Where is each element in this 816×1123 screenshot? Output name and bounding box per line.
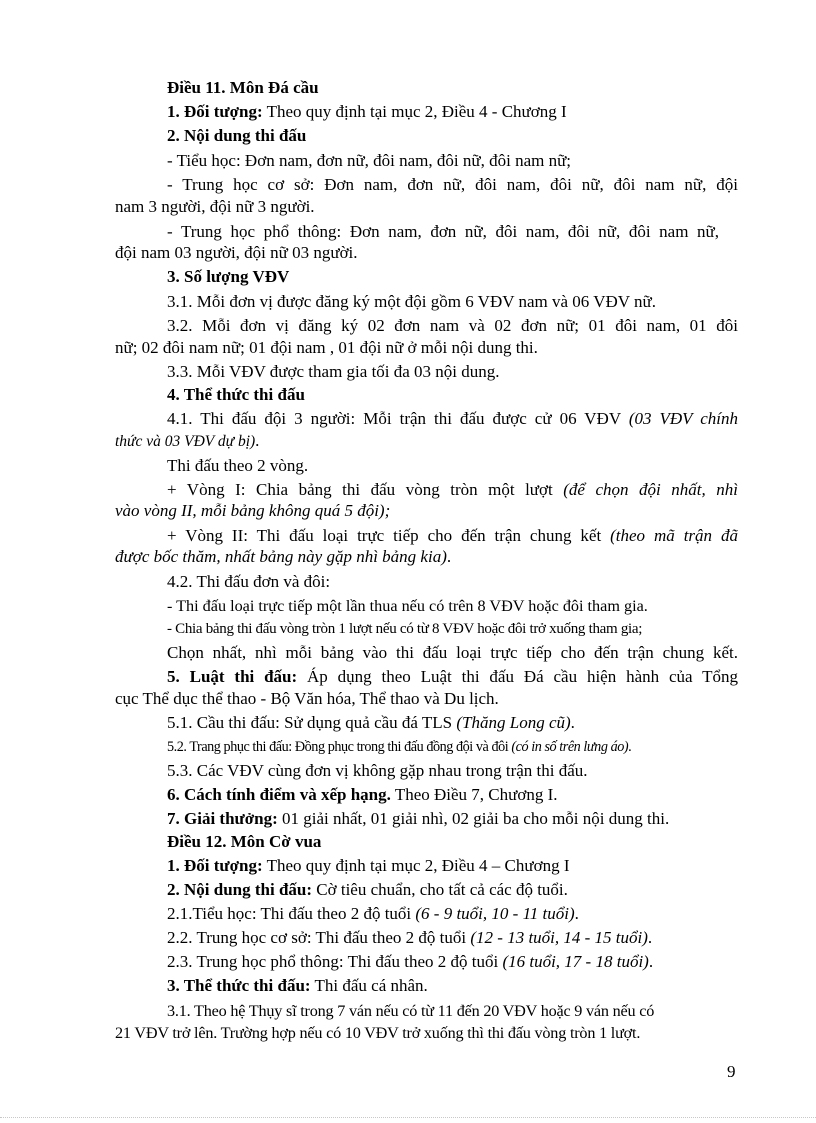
section-label: 2. Nội dung thi đấu: — [167, 880, 313, 899]
paragraph — [167, 736, 631, 758]
article-11-section-1 — [167, 101, 567, 123]
section-text: Cờ tiêu chuẩn, cho tất cả các độ tuổi. — [312, 880, 568, 899]
text-run: . — [255, 431, 260, 450]
text-run: + Vòng I: Chia bảng thi đấu vòng tròn một lượt — [167, 480, 564, 499]
paragraph: 3.3. Mỗi VĐV được tham gia tối đa 03 nội dung. — [167, 362, 500, 381]
paragraph — [167, 951, 653, 973]
text-run: . — [647, 928, 653, 947]
italic-note: (để chọn đội nhất, nhì — [563, 480, 738, 499]
article-11-section-3-heading: 3. Số lượng VĐV — [167, 267, 290, 286]
section-label: 3. Thể thức thi đấu: — [167, 976, 311, 995]
section-label: 6. Cách tính điểm và xếp hạng. — [167, 785, 391, 804]
article-11-section-7 — [167, 808, 669, 830]
paragraph: - Chia bảng thi đấu vòng tròn 1 lượt nếu có từ 8 VĐV hoặc đôi trở xuống tham gia; — [167, 621, 643, 637]
section-label: 5. Luật thi đấu: — [167, 667, 298, 686]
article-11-section-6 — [167, 784, 558, 806]
page-number: 9 — [727, 1062, 736, 1081]
section-text: Theo quy định tại mục 2, Điều 4 – Chương I — [262, 856, 570, 875]
section-text: 01 giải nhất, 01 giải nhì, 02 giải ba cho mỗi nội dung thi. — [277, 809, 670, 828]
text-run: 2.1.Tiểu học: Thi đấu theo 2 độ tuổi — [167, 904, 416, 923]
italic-note: (12 - 13 tuổi, 14 - 15 tuổi) — [470, 928, 648, 947]
text-run: 5.2. Trang phục thi đấu: Đồng phục trong thi đấu đồng đội và đôi — [167, 739, 512, 755]
text-run: + Vòng II: Thi đấu loại trực tiếp cho đến trận chung kết — [167, 526, 611, 545]
text-run: . — [446, 547, 452, 566]
paragraph-continuation: đội nam 03 người, đội nữ 03 người. — [115, 243, 358, 262]
paragraph-continuation: nam 3 người, đội nữ 3 người. — [115, 197, 315, 216]
paragraph — [167, 479, 738, 501]
paragraph — [167, 927, 652, 949]
text-run: 5.1. Cầu thi đấu: Sử dụng quả cầu đá TLS — [167, 713, 457, 732]
italic-note: (có in số trên lưng áo) — [511, 739, 629, 755]
paragraph: 3.1. Theo hệ Thụy sĩ trong 7 ván nếu có từ 11 đến 20 VĐV hoặc 9 ván nếu có — [167, 1002, 655, 1020]
italic-note: (Thăng Long cũ) — [456, 713, 571, 732]
paragraph-continuation — [115, 430, 259, 453]
italic-note: vào vòng II, mỗi bảng không quá 5 đội); — [115, 501, 391, 520]
text-run: . — [570, 713, 575, 732]
article-11-section-5 — [167, 666, 738, 688]
paragraph: - Trung học phổ thông: Đơn nam, đơn nữ, đôi nam, đôi nữ, đôi nam nữ, — [167, 222, 719, 241]
text-run: . — [574, 904, 579, 923]
section-label: 1. Đối tượng: — [167, 102, 263, 121]
italic-note: (16 tuổi, 17 - 18 tuổi) — [502, 952, 649, 971]
paragraph — [167, 903, 579, 925]
paragraph — [167, 712, 575, 734]
paragraph: - Trung học cơ sở: Đơn nam, đơn nữ, đôi nam, đôi nữ, đôi nam nữ, đội — [167, 175, 738, 194]
paragraph: Chọn nhất, nhì mỗi bảng vào thi đấu loại trực tiếp cho đến trận chung kết. — [167, 643, 738, 662]
section-text: Theo quy định tại mục 2, Điều 4 - Chương I — [262, 102, 567, 121]
section-label: 7. Giải thưởng: — [167, 809, 278, 828]
italic-note: (theo mã trận đã — [610, 526, 738, 545]
text-run: 2.2. Trung học cơ sở: Thi đấu theo 2 độ tuổi — [167, 928, 471, 947]
italic-note: (6 - 9 tuổi, 10 - 11 tuổi) — [415, 904, 575, 923]
section-text: Thi đấu cá nhân. — [310, 976, 428, 995]
paragraph: - Tiểu học: Đơn nam, đơn nữ, đôi nam, đôi nữ, đôi nam nữ; — [167, 151, 572, 170]
text-run: 2.3. Trung học phổ thông: Thi đấu theo 2 độ tuổi — [167, 952, 503, 971]
page-bottom-divider — [0, 1117, 816, 1118]
paragraph: 3.2. Mỗi đơn vị đăng ký 02 đơn nam và 02 đơn nữ; 01 đôi nam, 01 đôi — [167, 316, 738, 335]
section-text: Theo Điều 7, Chương I. — [390, 785, 558, 804]
italic-note: được bốc thăm, nhất bảng này gặp nhì bảng kia) — [115, 547, 447, 566]
paragraph-continuation — [115, 546, 451, 568]
section-label: 1. Đối tượng: — [167, 856, 263, 875]
article-12-section-2 — [167, 879, 568, 901]
text-run: . — [648, 952, 654, 971]
article-12-heading: Điều 12. Môn Cờ vua — [167, 832, 322, 851]
paragraph: 4.2. Thi đấu đơn và đôi: — [167, 572, 331, 591]
paragraph — [167, 525, 738, 547]
section-text: Áp dụng theo Luật thi đấu Đá cầu hiện hành của Tổng — [297, 667, 738, 686]
paragraph-continuation: cục Thể dục thể thao - Bộ Văn hóa, Thể thao và Du lịch. — [115, 689, 499, 708]
article-11-section-2-heading: 2. Nội dung thi đấu — [167, 126, 307, 145]
paragraph: 3.1. Mỗi đơn vị được đăng ký một đội gồm 6 VĐV nam và 06 VĐV nữ. — [167, 292, 656, 311]
article-11-section-4-heading: 4. Thể thức thi đấu — [167, 385, 305, 404]
paragraph — [167, 408, 738, 430]
italic-note: (03 VĐV chính — [628, 409, 738, 428]
italic-note: thức và 03 VĐV dự bị) — [115, 433, 256, 450]
article-11-heading: Điều 11. Môn Đá cầu — [167, 78, 319, 97]
article-12-section-1 — [167, 855, 570, 877]
paragraph: - Thi đấu loại trực tiếp một lần thua nếu có trên 8 VĐV hoặc đôi tham gia. — [167, 597, 648, 615]
article-12-section-3 — [167, 975, 428, 997]
paragraph-continuation: nữ; 02 đôi nam nữ; 01 đội nam , 01 đội nữ ở mỗi nội dung thi. — [115, 338, 538, 357]
text-run: . — [628, 739, 632, 755]
paragraph-continuation: 21 VĐV trở lên. Trường hợp nếu có 10 VĐV trở xuống thì thi đấu vòng tròn 1 lượt. — [115, 1024, 641, 1042]
paragraph: 5.3. Các VĐV cùng đơn vị không gặp nhau trong trận thi đấu. — [167, 761, 588, 780]
paragraph: Thi đấu theo 2 vòng. — [167, 456, 309, 475]
text-run: 4.1. Thi đấu đội 3 người: Mỗi trận thi đấu được cử 06 VĐV — [167, 409, 629, 428]
